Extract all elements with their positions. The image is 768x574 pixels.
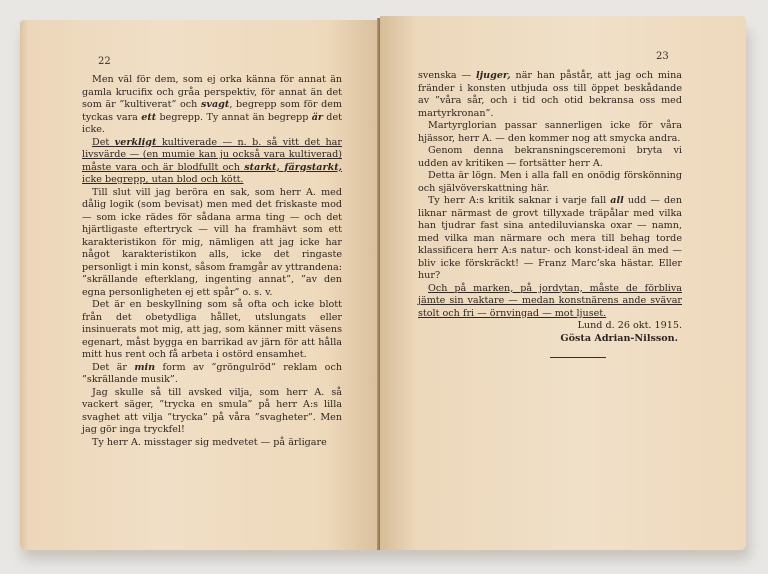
emphasis-text: ljuger,	[476, 70, 511, 81]
left-page	[20, 20, 380, 550]
emphasis-text: starkt, färgstarkt,	[244, 161, 342, 173]
author-signature: Gösta Adrian-Nilsson.	[560, 332, 678, 344]
text-run: när han påstår, att jag och mina fränder i konsten utbjuda oss till öppet beskådande av ”våra sår, och i tid och otid bekransa oss med martyrkronan”.	[418, 70, 682, 119]
left-paragraph-5	[82, 362, 342, 387]
emphasis-text: all	[610, 195, 624, 206]
text-run: kultiverade — n. b. så vitt det har livsvärde — (en mumie kan ju också vara kultiverad) måste vara och är blodfullt och	[82, 136, 342, 173]
right-paragraph-1	[418, 70, 682, 120]
right-paragraph-6-underlined: Och på marken, på jordytan, måste de förbliva jämte sin vaktare — medan konstnärens ande svävar stolt och fri — örnvingad — mot ljuset.	[418, 282, 682, 319]
text-run: udd — den liknar närmast de grovt tillyxade träpålar med vilka han tjudrar fast sina antediluvianska oxar — namn, med vilka man närmare och mera till behag torde klassificera herr A:s natur- och konst-ideal än med — bliv icke förskräckt! — Franz Marc’ska hästar. Eller hur?	[418, 195, 683, 281]
text-run: form av ”gröngulröd” reklam och ”skrällande musik”.	[82, 361, 342, 385]
text-run: Det	[92, 136, 115, 148]
left-paragraph-4: Det är en beskyllning som så ofta och icke blott från det obetydliga hållet, utslungats eller insinuerats mot mig, att jag, som känner mitt väsens egenart, måst bygga en barrikad av järn för att hålla mitt hus rent och få arbeta i ostörd ensamhet.	[82, 299, 342, 360]
text-run: , begrepp som för dem tyckas vara	[82, 99, 342, 123]
text-run: begrepp. Ty annat än begrepp	[156, 111, 312, 123]
text-run: Ty herr A:s kritik saknar i varje fall	[428, 195, 611, 206]
left-paragraph-1	[82, 74, 342, 137]
left-page-number: 22	[98, 56, 111, 67]
text-run: icke begrepp, utan blod och kött.	[82, 174, 244, 185]
left-paragraph-3: Till slut vill jag beröra en sak, som herr A. med dålig logik (som bevisat) men med det friskaste mod — som icke rädes för sådana arma ting — och det hjärtligaste eftertryck — vill ha framhävt som ett karakteristikon för mig, nämligen att jag icke har något karakteristikon alls, icke det ringaste personligt i min konst, såsom framgår av yttrandena: ”skrällande efterklang, ingenting annat”, ”av den egna personligheten ej ett spår” o. s. v.	[82, 186, 342, 298]
emphasis-text: ett	[141, 111, 157, 123]
text-run: Men väl för dem, som ej orka känna för annat än gamla krucifix och gråa perspektiv, för annat än det som är ”kultiverat” och	[82, 74, 342, 110]
left-paragraph-7: Ty herr A. misstager sig medvetet — på ärligare	[92, 436, 327, 448]
left-paragraph-6: Jag skulle så till avsked vilja, som herr A. så vackert säger, ”trycka en smula” på herr A:s lilla svaghet att vilja ”trycka” på våra ”svagheter”. Men jag gör inga tryckfel!	[82, 386, 342, 435]
closing-rule	[550, 357, 606, 358]
emphasis-text: min	[134, 361, 156, 373]
text-run: svenska —	[418, 70, 477, 81]
right-page	[380, 16, 746, 550]
left-page-edge	[20, 20, 28, 550]
left-page-text	[82, 74, 342, 449]
emphasis-text: verkligt	[114, 136, 157, 148]
right-page-text	[418, 70, 682, 358]
letter-date: Lund d. 26 okt. 1915.	[577, 320, 682, 331]
right-page-number: 23	[656, 51, 669, 62]
right-paragraph-2: Martyrglorian passar sannerligen icke för våra hjässor, herr A. — den kommer nog att smycka andra.	[418, 120, 682, 144]
right-paragraph-4: Detta är lögn. Men i alla fall en onödig förskönning och självöverskattning här.	[418, 170, 682, 194]
text-run: det icke.	[82, 111, 342, 135]
emphasis-text: svagt	[200, 99, 230, 110]
right-paragraph-3: Genom denna bekransningsceremoni bryta vi udden av kritiken — fortsätter herr A.	[418, 145, 682, 169]
emphasis-text: är	[311, 111, 323, 123]
text-run: Det är	[92, 361, 135, 373]
right-paragraph-5	[418, 195, 682, 283]
left-paragraph-2-underlined	[82, 137, 342, 187]
